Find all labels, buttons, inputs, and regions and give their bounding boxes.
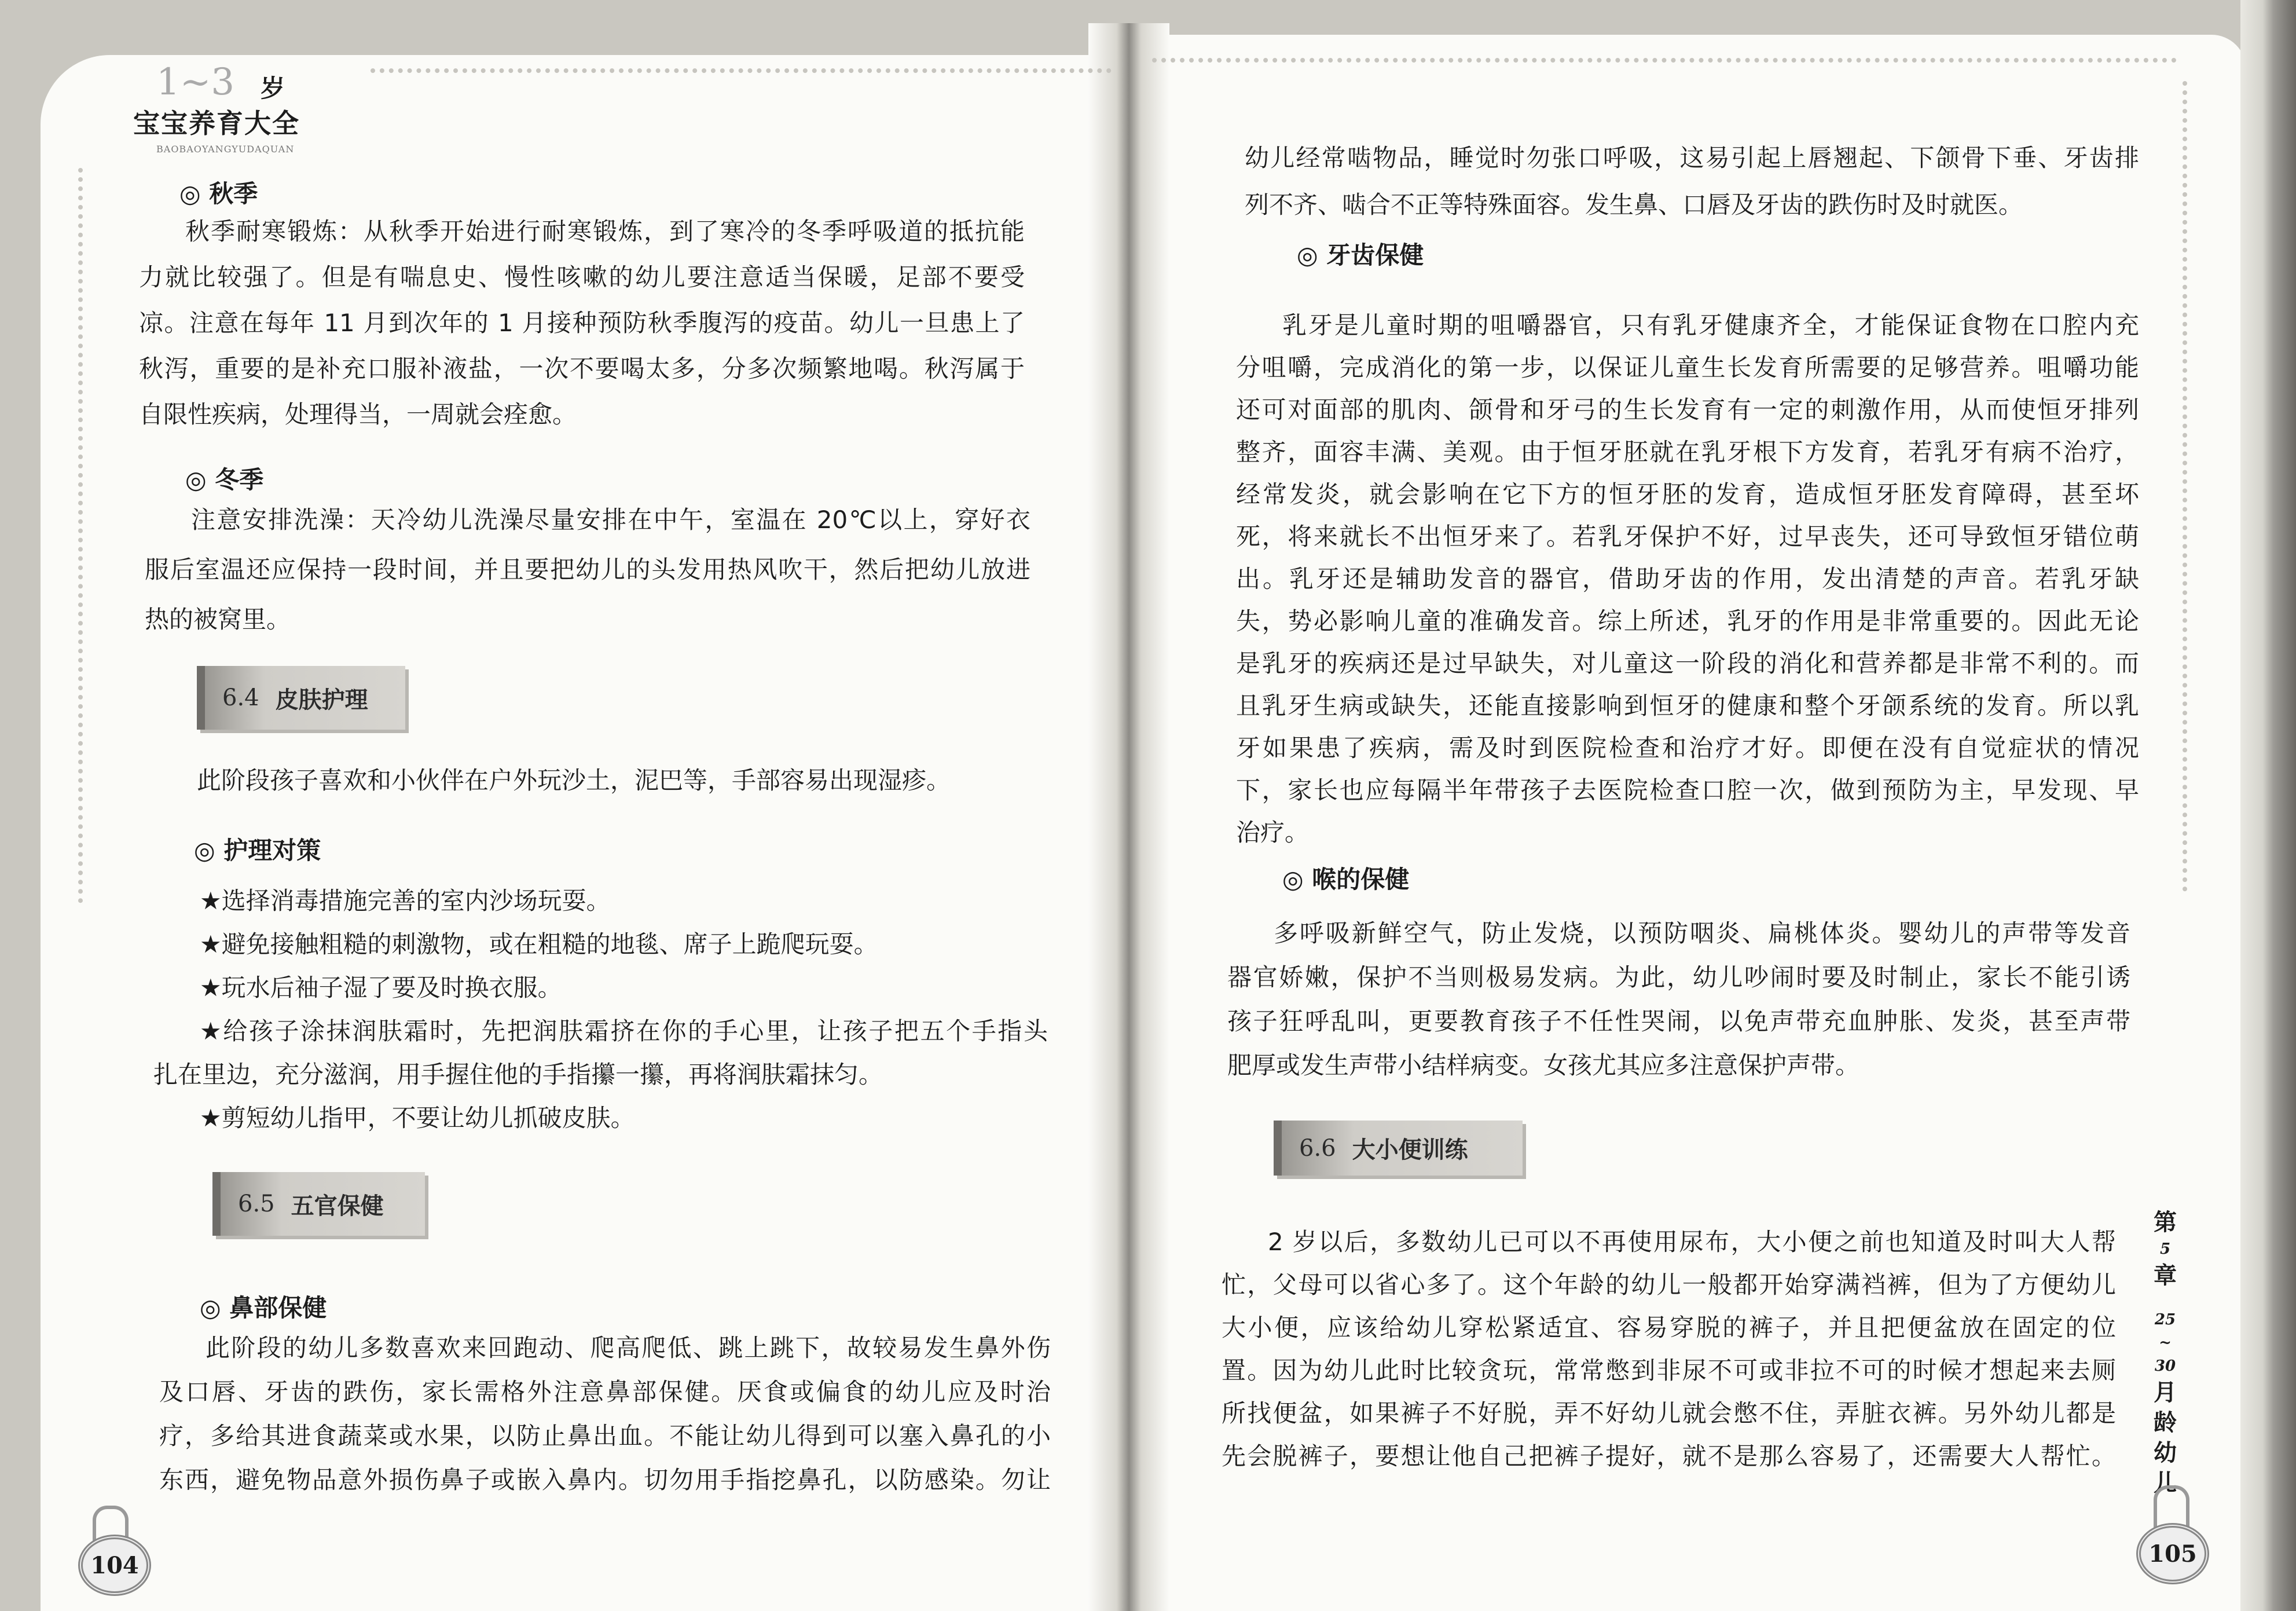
page-number-left: 104 [78,1535,151,1596]
text-line: 秋泻，重要的是补充口服补液盐，一次不要喝太多，分多次频繁地喝。秋泻属于 [139,354,1025,383]
text-line: 幼儿经常啮物品，睡觉时勿张口呼吸，这易引起上唇翘起、下颌骨下垂、牙齿排 [1245,144,2139,172]
care-list [153,879,1048,1140]
text-line: 出。乳牙还是辅助发音的器官，借助牙齿的作用，发出清楚的声音。若乳牙缺 [1236,565,2139,593]
text-line: 牙如果患了疾病，需及时到医院检查和治疗才好。即便在没有自觉症状的情况 [1236,734,2139,762]
text-line: 下，家长也应每隔半年带孩子去医院检查口腔一次，做到预防为主，早发现、早 [1236,776,2139,804]
text-line: 分咀嚼，完成消化的第一步，以保证儿童生长发育所需要的足够营养。咀嚼功能 [1236,353,2139,382]
text-line: 先会脱裤子，要想让他自己把裤子提好，就不是那么容易了，还需要大人帮忙。 [1222,1442,2116,1470]
text-line: 服后室温还应保持一段时间，并且要把幼儿的头发用热风吹干，然后把幼儿放进 [145,555,1030,584]
paragraph-toilet [1222,1221,2116,1478]
paragraph-autumn [139,208,1025,437]
chapter-char: 儿 [2154,1470,2177,1496]
text-line: 疗，多给其进食蔬菜或水果，以防止鼻出血。不能让幼儿得到可以塞入鼻孔的小 [159,1422,1051,1450]
month-from: 25 [2154,1311,2176,1328]
text-line: 治疗。 [1236,818,1310,847]
heading-care: ◎ 护理对策 [194,836,321,865]
chapter-char: 龄 [2154,1409,2177,1436]
paragraph-throat [1227,911,2130,1088]
month-to: 30 [2154,1357,2176,1375]
list-item: ★选择消毒措施完善的室内沙场玩耍。 [200,887,611,915]
text-line: 死，将来就长不出恒牙来了。若乳牙保护不好，过早丧失，还可导致恒牙错位萌 [1236,522,2139,551]
text-line: 秋季耐寒锻炼：从秋季开始进行耐寒锻炼，到了寒冷的冬季呼吸道的抵抗能 [185,217,1025,246]
heading-autumn: ◎ 秋季 [179,180,258,208]
text-line: 还可对面部的肌肉、颌骨和牙弓的生长发育有一定的刺激作用，从而使恒牙排列 [1236,396,2139,424]
logo-age-unit: 岁 [261,74,285,102]
text-line: 2 岁以后，多数幼儿已可以不再使用尿布，大小便之前也知道及时叫大人帮 [1268,1228,2116,1256]
logo-pinyin: BAOBAOYANGYUDAQUAN [156,144,295,155]
page-number-right: 105 [2136,1523,2209,1584]
text-line: 经常发炎，就会影响在它下方的恒牙胚的发育，造成恒牙胚发育障碍，甚至坏 [1236,480,2139,508]
text-line: 大小便，应该给幼儿穿松紧适宜、容易穿脱的裤子，并且把便盆放在固定的位 [1222,1313,2116,1342]
book-gutter [1088,23,1169,1611]
section-banner-6-6 [1274,1121,1523,1176]
text-line: 整齐，面容丰满、美观。由于恒牙胚就在乳牙根下方发育，若乳牙有病不治疗， [1236,438,2139,466]
dotted-border-left [78,168,83,903]
text-line: 器官娇嫩，保护不当则极易发病。为此，幼儿吵闹时要及时制止，家长不能引诱 [1227,963,2130,991]
text-line: 东西，避免物品意外损伤鼻子或嵌入鼻内。切勿用手指挖鼻孔，以防感染。勿让 [159,1466,1051,1494]
list-item: ★给孩子涂抹润肤霜时，先把润肤霜挤在你的手心里，让孩子把五个手指头 [200,1017,1048,1045]
section-number: 6.4 [222,684,259,711]
list-item: ★避免接触粗糙的刺激物，或在粗糙的地毯、席子上跪爬玩耍。 [200,930,878,958]
text-line: 凉。注意在每年 11 月到次年的 1 月接种预防秋季腹泻的疫苗。幼儿一旦患上了 [139,309,1025,337]
text-line: 是乳牙的疾病还是过早缺失，对儿童这一阶段的消化和营养都是非常不利的。而 [1236,649,2139,678]
section-banner-6-4 [197,666,405,730]
paragraph-nose [159,1326,1051,1502]
text-line: 注意安排洗澡：天冷幼儿洗澡尽量安排在中午，室温在 20℃以上，穿好衣 [191,506,1030,534]
text-line: 置。因为幼儿此时比较贪玩，常常憋到非尿不可或非拉不可的时候才想起来去厕 [1222,1356,2116,1385]
text-line: 此阶段的幼儿多数喜欢来回跑动、爬高爬低、跳上跳下，故较易发生鼻外伤 [206,1334,1051,1362]
logo-title: 宝宝养育大全 [133,108,300,139]
paragraph-winter [145,495,1030,645]
skin-intro: 此阶段孩子喜欢和小伙伴在户外玩沙土，泥巴等，手部容易出现湿疹。 [197,766,951,794]
heading-teeth: ◎ 牙齿保健 [1297,241,1424,269]
text-line: 失，势必影响儿童的准确发音。综上所述，乳牙的作用是非常重要的。因此无论 [1236,607,2139,635]
chapter-char: 幼 [2154,1440,2177,1466]
text-line: 及口唇、牙齿的跌伤，家长需格外注意鼻部保健。厌食或偏食的幼儿应及时治 [159,1378,1051,1406]
text-line: 热的被窝里。 [145,605,291,634]
text-line: 力就比较强了。但是有喘息史、慢性咳嗽的幼儿要注意适当保暖，足部不要受 [139,263,1025,291]
list-item: ★玩水后袖子湿了要及时换衣服。 [200,973,562,1002]
text-line: 自限性疾病，处理得当，一周就会痊愈。 [139,400,577,429]
section-title: 皮肤护理 [275,686,368,713]
paragraph-nose-continued [1245,134,2139,228]
book-logo [110,61,353,162]
month-tilde: ~ [2159,1334,2172,1352]
dotted-border-right [2183,81,2187,892]
logo-age: 1~3 [156,61,235,104]
chapter-sidebar [2145,1207,2185,1498]
section-title: 五官保健 [291,1192,384,1220]
text-line: 且乳牙生病或缺失，还能直接影响到恒牙的健康和整个牙颌系统的发育。所以乳 [1236,691,2139,720]
chapter-char: 章 [2154,1262,2177,1289]
paragraph-teeth [1236,304,2139,854]
dotted-border-top-left [371,68,1112,73]
page-edge [2240,0,2296,1611]
list-item: ★剪短幼儿指甲，不要让幼儿抓破皮肤。 [200,1104,635,1132]
text-line: 孩子狂呼乱叫，更要教育孩子不任性哭闹，以免声带充血肿胀、发炎，甚至声带 [1227,1007,2130,1035]
dotted-border-top-right [1152,58,2177,63]
chapter-number: 5 [2159,1240,2171,1258]
section-title: 大小便训练 [1352,1137,1468,1163]
text-line: 肥厚或发生声带小结样病变。女孩尤其应多注意保护声带。 [1227,1051,1860,1079]
text-line: 忙，父母可以省心多了。这个年龄的幼儿一般都开始穿满裆裤，但为了方便幼儿 [1222,1271,2116,1299]
text-line: 列不齐、啮合不正等特殊面容。发生鼻、口唇及牙齿的跌伤时及时就医。 [1245,191,2023,219]
chapter-char: 月 [2154,1379,2177,1406]
heading-winter: ◎ 冬季 [185,466,264,494]
section-number: 6.5 [238,1191,275,1217]
text-line: 多呼吸新鲜空气，防止发烧，以预防咽炎、扁桃体炎。婴幼儿的声带等发音 [1274,919,2130,947]
list-item-continued: 扎在里边，充分滋润，用手握住他的手指攥一攥，再将润肤霜抹匀。 [153,1060,883,1089]
section-banner-6-5 [212,1172,425,1236]
chapter-char: 第 [2154,1209,2177,1236]
heading-nose: ◎ 鼻部保健 [200,1294,327,1322]
heading-throat: ◎ 喉的保健 [1282,865,1410,894]
text-line: 乳牙是儿童时期的咀嚼器官，只有乳牙健康齐全，才能保证食物在口腔内充 [1282,311,2139,339]
text-line: 所找便盆，如果裤子不好脱，弄不好幼儿就会憋不住，弄脏衣裤。另外幼儿都是 [1222,1399,2116,1427]
section-number: 6.6 [1299,1134,1336,1162]
